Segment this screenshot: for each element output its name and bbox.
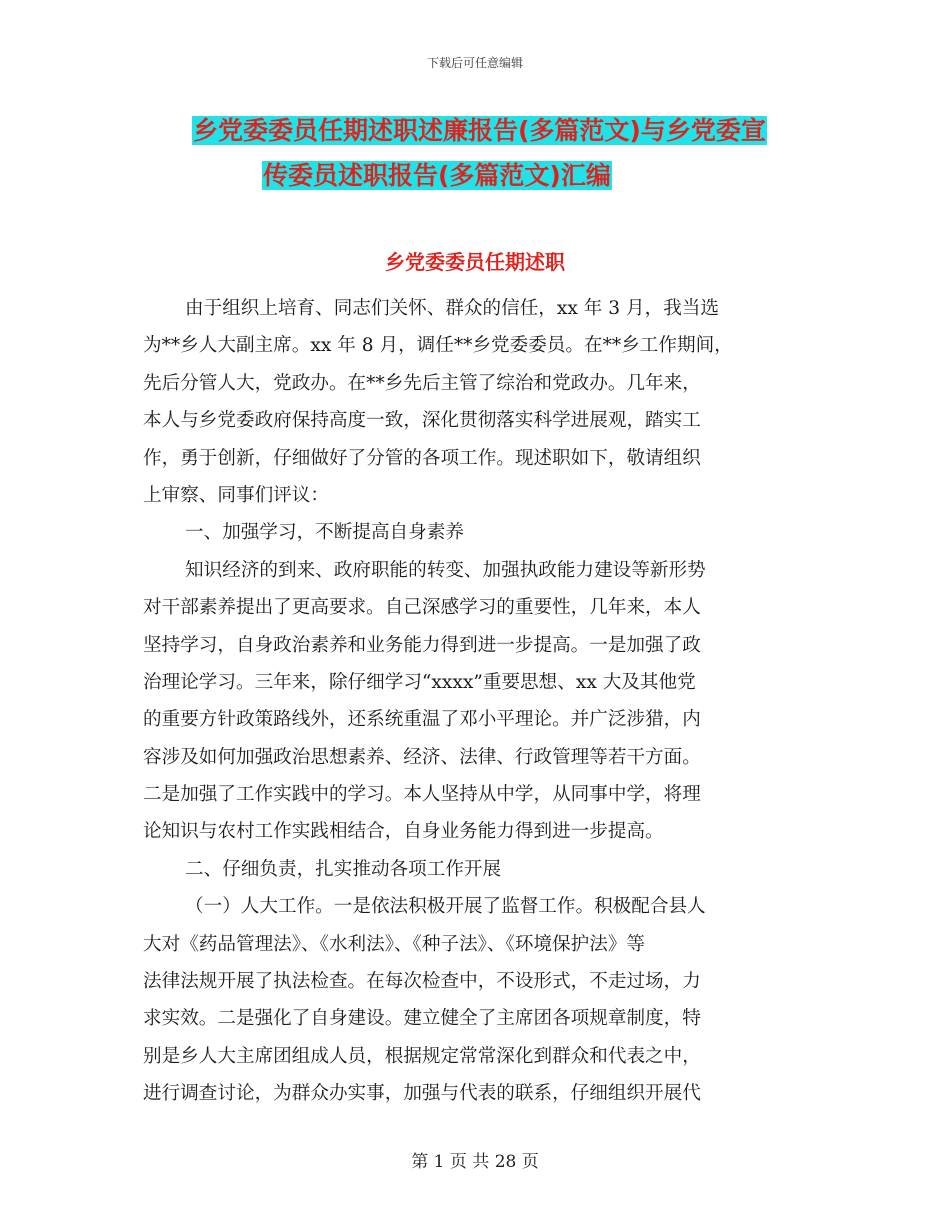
body-line: 作，勇于创新，仔细做好了分管的各项工作。现述职如下，敬请组织 bbox=[143, 447, 701, 469]
body-line: 容涉及如何加强政治思想素养、经济、法律、行政管理等若干方面。 bbox=[143, 746, 701, 768]
body-line: 坚持学习，自身政治素养和业务能力得到进一步提高。一是加强了政 bbox=[143, 634, 701, 656]
body-line: （一）人大工作。一是依法积极开展了监督工作。积极配合县人 bbox=[185, 896, 706, 918]
header-note: 下载后可任意编辑 bbox=[426, 56, 523, 70]
body-line: 对干部素养提出了更高要求。自己深感学习的重要性，几年来，本人 bbox=[143, 597, 701, 619]
body-line: 为**乡人大副主席。xx 年 8 月，调任**乡党委委员。在**乡工作期间， bbox=[143, 335, 733, 357]
body-line: 进行调查讨论，为群众办实事，加强与代表的联系，仔细组织开展代 bbox=[143, 1083, 701, 1105]
document-title-line-1: 乡党委委员任期述职述廉报告(多篇范文)与乡党委宣 bbox=[193, 116, 766, 145]
body-line: 法律法规开展了执法检查。在每次检查中，不设形式，不走过场，力 bbox=[143, 971, 701, 993]
body-text bbox=[143, 290, 803, 1113]
body-line: 论知识与农村工作实践相结合，自身业务能力得到进一步提高。 bbox=[143, 821, 664, 843]
heading-1: 一、加强学习，不断提高自身素养 bbox=[185, 522, 464, 544]
body-line: 别是乡人大主席团组成人员，根据规定常常深化到群众和代表之中， bbox=[143, 1045, 701, 1067]
body-line: 求实效。二是强化了自身建设。建立健全了主席团各项规章制度，特 bbox=[143, 1008, 701, 1030]
document-title-line-2: 传委员述职报告(多篇范文)汇编 bbox=[263, 161, 611, 190]
body-line: 本人与乡党委政府保持高度一致，深化贯彻落实科学进展观，踏实工 bbox=[143, 410, 701, 432]
body-line: 的重要方针政策路线外，还系统重温了邓小平理论。并广泛涉猎，内 bbox=[143, 709, 701, 731]
body-line: 二是加强了工作实践中的学习。本人坚持从中学，从同事中学，将理 bbox=[143, 784, 701, 806]
document-title bbox=[140, 108, 810, 198]
body-line: 知识经济的到来、政府职能的转变、加强执政能力建设等新形势 bbox=[185, 559, 706, 581]
heading-2: 二、仔细负责，扎实推动各项工作开展 bbox=[185, 858, 502, 880]
body-line: 治理论学习。三年来，除仔细学习“xxxx”重要思想、xx 大及其他党 bbox=[143, 671, 696, 693]
body-line: 由于组织上培育、同志们关怀、群众的信任，xx 年 3 月，我当选 bbox=[185, 298, 719, 319]
section-title: 乡党委委员任期述职 bbox=[385, 250, 565, 274]
body-line: 上审察、同事们评议： bbox=[143, 484, 329, 506]
body-line: 先后分管人大，党政办。在**乡先后主管了综治和党政办。几年来， bbox=[143, 372, 701, 394]
body-line: 大对《药品管理法》、《水利法》、《种子法》、《环境保护法》等 bbox=[143, 933, 646, 955]
page-footer: 第 1 页 共 28 页 bbox=[411, 1152, 539, 1172]
